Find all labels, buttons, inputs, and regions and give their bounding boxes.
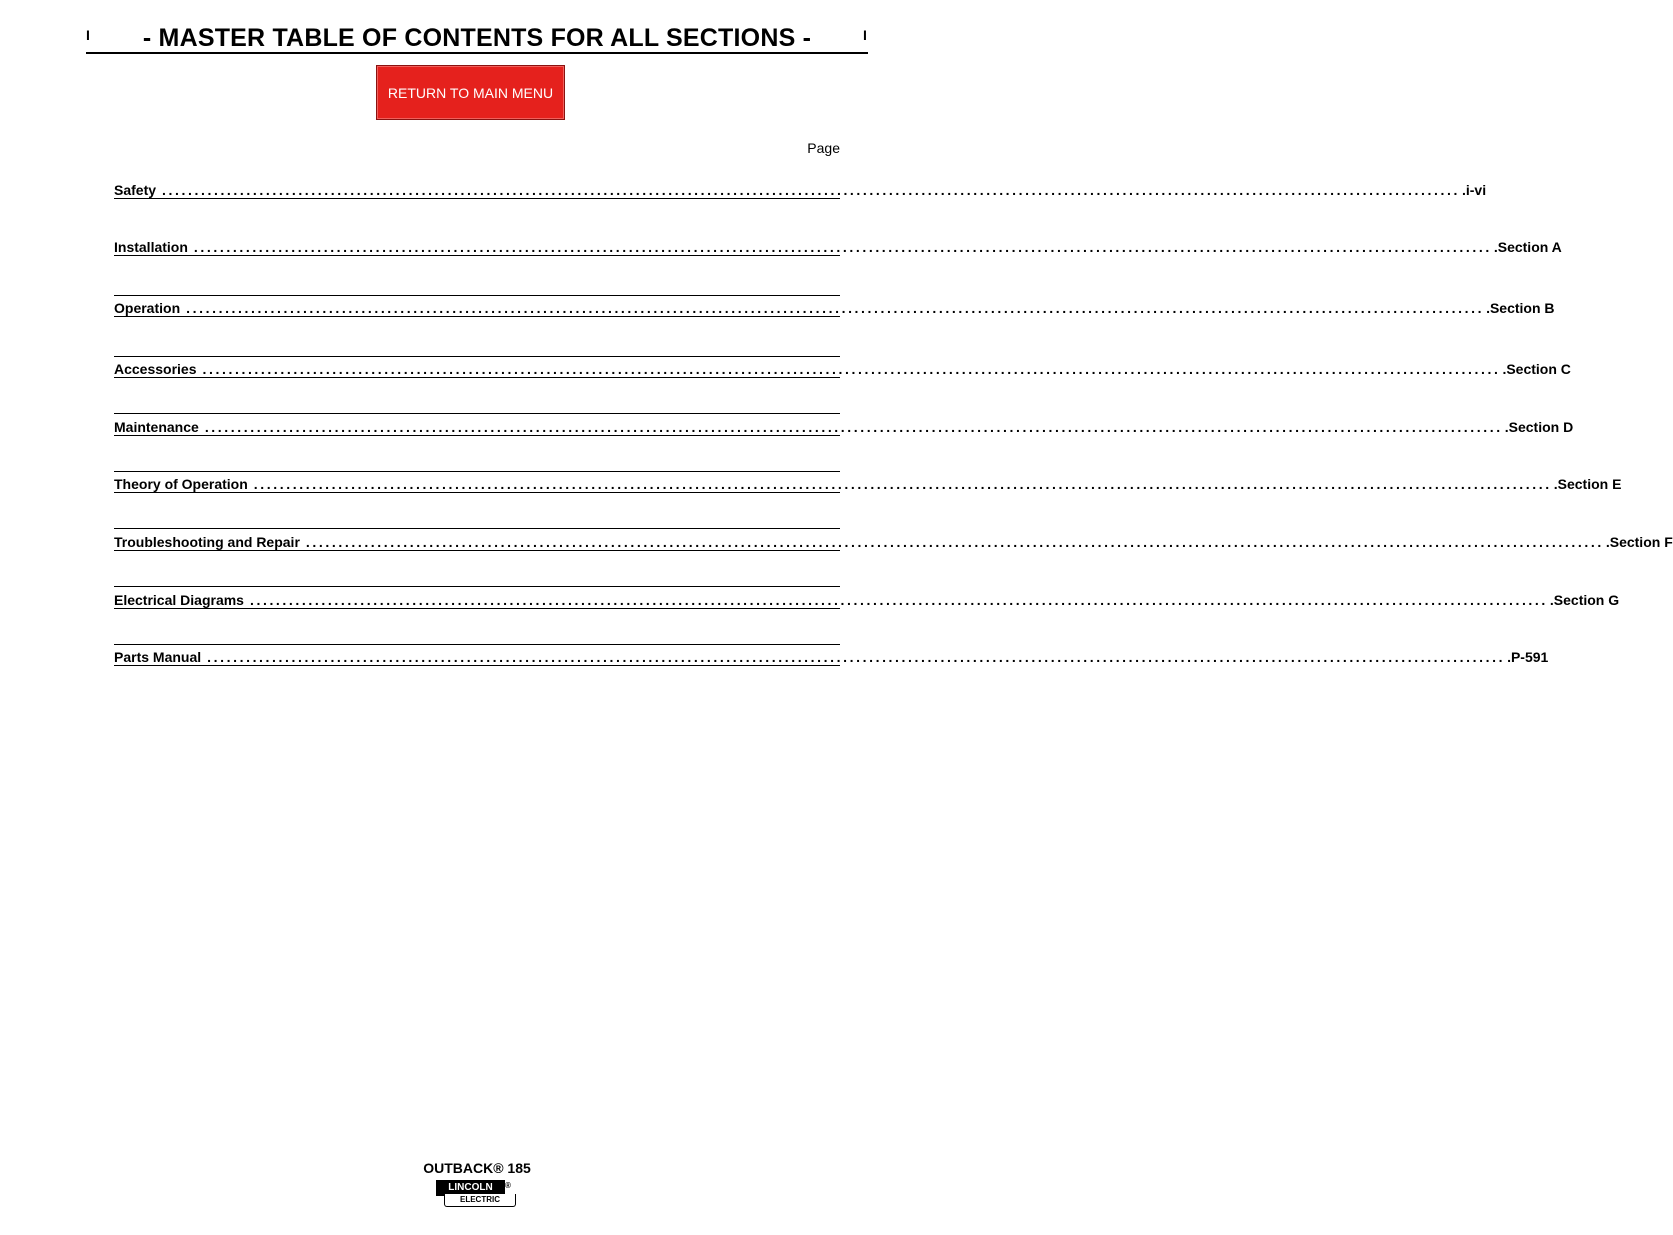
title-rule — [86, 52, 868, 54]
toc-item-label: Electrical Diagrams — [114, 592, 244, 608]
dot-leader: ........................................................................................................................................................................................................ — [204, 419, 1503, 435]
toc-item-operation[interactable] — [114, 296, 1555, 317]
dot-leader: ........................................................................................................................................................................................................ — [253, 476, 1552, 492]
toc-item-label: Parts Manual — [114, 649, 202, 665]
page-title: - MASTER TABLE OF CONTENTS FOR ALL SECTIONS - — [142, 24, 812, 52]
toc-item-page: .Section F — [1605, 534, 1673, 550]
toc-item-accessories[interactable] — [114, 357, 1571, 378]
toc-item-parts-manual[interactable] — [114, 645, 1549, 666]
logo-top: LINCOLN — [436, 1180, 505, 1196]
dot-leader: ........................................................................................................................................................................................................ — [186, 300, 1485, 316]
page-marker-right: I — [863, 27, 867, 43]
toc-item-installation[interactable] — [114, 235, 1562, 256]
dot-leader: ........................................................................................................................................................................................................ — [202, 361, 1501, 377]
toc-item-troubleshooting[interactable] — [114, 530, 1673, 551]
dot-leader: ........................................................................................................................................................................................................ — [193, 239, 1492, 255]
toc-item-page: .Section E — [1553, 476, 1622, 492]
page-marker-left: I — [86, 27, 90, 43]
toc-item-theory-of-operation[interactable] — [114, 472, 1622, 493]
dot-leader: ........................................................................................................................................................................................................ — [162, 182, 1460, 198]
toc-item-page: .Section C — [1502, 361, 1571, 377]
divider — [114, 528, 840, 529]
toc-item-label: Theory of Operation — [114, 476, 248, 492]
toc-item-label: Safety — [114, 182, 157, 198]
return-to-main-menu-button[interactable]: RETURN TO MAIN MENU — [376, 65, 565, 120]
toc-item-label: Installation — [114, 239, 188, 255]
lincoln-electric-logo — [436, 1180, 516, 1208]
logo-bottom: ELECTRIC — [444, 1194, 516, 1207]
dot-leader: ........................................................................................................................................................................................................ — [305, 534, 1604, 550]
toc-item-label: Troubleshooting and Repair — [114, 534, 300, 550]
toc-item-label: Accessories — [114, 361, 197, 377]
toc-item-page: .Section B — [1486, 300, 1555, 316]
dot-leader: ........................................................................................................................................................................................................ — [207, 649, 1506, 665]
product-model: OUTBACK® 185 — [423, 1160, 531, 1176]
toc-item-page: .Section D — [1504, 419, 1574, 435]
toc-item-page: .i-vi — [1461, 182, 1487, 198]
page-column-label: Page — [807, 140, 840, 156]
divider — [114, 586, 840, 587]
registered-mark: ® — [505, 1181, 511, 1190]
toc-item-label: Operation — [114, 300, 181, 316]
toc-item-page: .P-591 — [1507, 649, 1549, 665]
toc-item-page: .Section A — [1493, 239, 1562, 255]
toc-item-label: Maintenance — [114, 419, 199, 435]
toc-item-safety[interactable] — [114, 178, 1487, 199]
toc-item-maintenance[interactable] — [114, 415, 1574, 436]
dot-leader: ........................................................................................................................................................................................................ — [249, 592, 1548, 608]
divider — [114, 413, 840, 414]
toc-item-page: .Section G — [1549, 592, 1620, 608]
toc-item-electrical-diagrams[interactable] — [114, 588, 1620, 609]
